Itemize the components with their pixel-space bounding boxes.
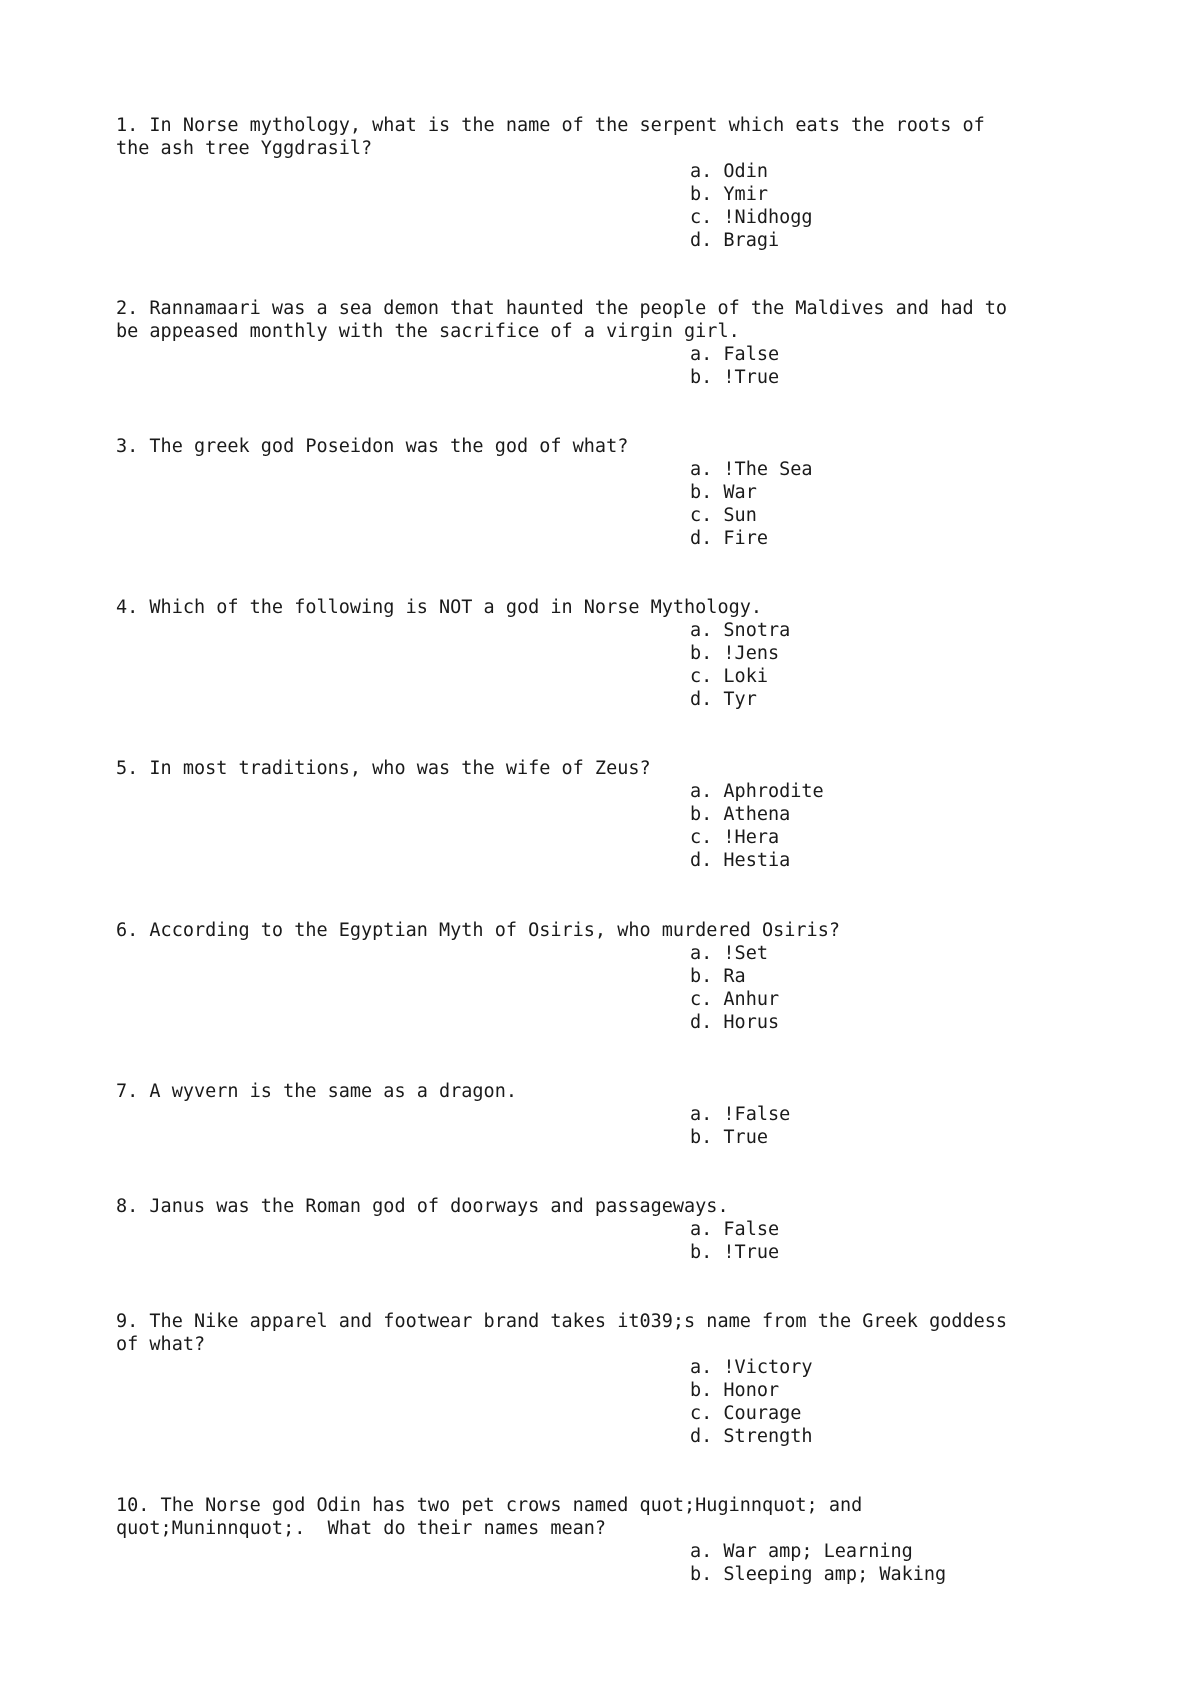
option-a: a. False: [690, 1219, 780, 1240]
question-text: 1. In Norse mythology, what is the name of the serpent which eats the roots of the ash tree Yggdrasil?: [116, 115, 985, 159]
option-b: b. !Jens: [690, 643, 780, 664]
answer-options: [690, 458, 1116, 550]
option-b: b. True: [690, 1127, 768, 1148]
question-text: 6. According to the Egyptian Myth of Osiris, who murdered Osiris?: [116, 920, 840, 941]
option-a: a. !False: [690, 1104, 791, 1125]
answer-options: [690, 619, 1116, 711]
answer-options: [690, 343, 1116, 389]
option-d: d. Strength: [690, 1426, 813, 1447]
question-10: [116, 1494, 1116, 1586]
question-3: [116, 435, 1116, 550]
answer-options: [690, 1356, 1116, 1448]
option-b: b. Sleeping amp; Waking: [690, 1564, 947, 1585]
option-c: c. Loki: [690, 666, 768, 687]
option-a: a. Aphrodite: [690, 781, 824, 802]
option-b: b. Athena: [690, 804, 791, 825]
option-a: a. Snotra: [690, 620, 791, 641]
option-d: d. Bragi: [690, 230, 780, 251]
question-text: 4. Which of the following is NOT a god in Norse Mythology.: [116, 597, 763, 618]
option-a: a. !The Sea: [690, 459, 813, 480]
answer-options: [690, 780, 1116, 872]
option-c: c. Sun: [690, 505, 757, 526]
question-text: 3. The greek god Poseidon was the god of what?: [116, 436, 629, 457]
option-a: a. Odin: [690, 161, 768, 182]
question-text: 7. A wyvern is the same as a dragon.: [116, 1081, 517, 1102]
question-text: 8. Janus was the Roman god of doorways and passageways.: [116, 1196, 729, 1217]
question-6: [116, 919, 1116, 1034]
answer-options: [690, 1218, 1116, 1264]
option-a: a. False: [690, 344, 780, 365]
answer-options: [690, 942, 1116, 1034]
answer-options: [690, 160, 1116, 252]
question-text: 10. The Norse god Odin has two pet crows named quot;Huginnquot; and quot;Muninnquot;. What do their names mean?: [116, 1495, 863, 1539]
option-b: b. War: [690, 482, 757, 503]
question-1: [116, 114, 1116, 252]
option-c: c. !Hera: [690, 827, 780, 848]
question-4: [116, 596, 1116, 711]
answer-options: [690, 1540, 1116, 1586]
option-a: a. !Victory: [690, 1357, 813, 1378]
option-c: c. Courage: [690, 1403, 802, 1424]
option-b: b. Ra: [690, 966, 746, 987]
option-d: d. Fire: [690, 528, 768, 549]
option-d: d. Horus: [690, 1012, 780, 1033]
question-text: 5. In most traditions, who was the wife of Zeus?: [116, 758, 651, 779]
option-b: b. Ymir: [690, 184, 768, 205]
option-c: c. !Nidhogg: [690, 207, 813, 228]
option-a: a. War amp; Learning: [690, 1541, 913, 1562]
option-a: a. !Set: [690, 943, 768, 964]
question-text: 9. The Nike apparel and footwear brand takes it039;s name from the Greek goddess of what?: [116, 1311, 1008, 1355]
option-b: b. Honor: [690, 1380, 780, 1401]
option-b: b. !True: [690, 367, 780, 388]
question-5: [116, 757, 1116, 872]
question-text: 2. Rannamaari was a sea demon that haunted the people of the Maldives and had to be appeased monthly with the sacrifice of a virgin girl.: [116, 298, 1008, 342]
option-b: b. !True: [690, 1242, 780, 1263]
option-c: c. Anhur: [690, 989, 780, 1010]
option-d: d. Hestia: [690, 850, 791, 871]
option-d: d. Tyr: [690, 689, 757, 710]
question-7: [116, 1080, 1116, 1149]
question-9: [116, 1310, 1116, 1448]
question-2: [116, 297, 1116, 389]
question-8: [116, 1195, 1116, 1264]
answer-options: [690, 1103, 1116, 1149]
